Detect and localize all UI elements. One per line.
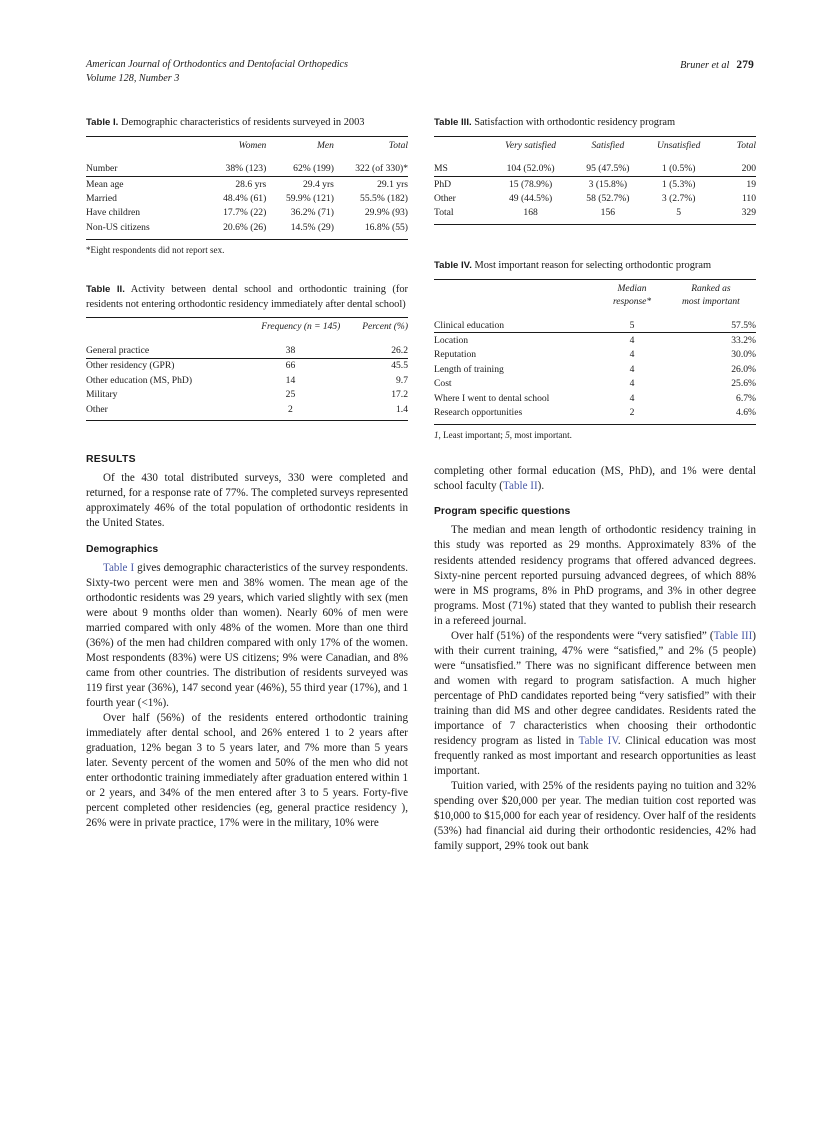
- table-1-cell: Non-US citizens: [86, 221, 150, 233]
- table-4-cell: 6.7%: [736, 392, 756, 404]
- table-2-cell: 2: [288, 403, 293, 415]
- table-1-cell: Number: [86, 163, 118, 175]
- table-2-col-2: Percent (%): [362, 322, 408, 333]
- table-1-col-1: Women: [238, 140, 267, 151]
- table-4-cell: 26.0%: [731, 363, 756, 375]
- table-row: [434, 333, 756, 348]
- table-2-cell: Other residency (GPR): [86, 360, 175, 372]
- table-3-cell: 19: [746, 178, 756, 190]
- table-4-footnote-a: 1: [434, 429, 439, 440]
- table-1-cell: Have children: [86, 207, 141, 219]
- table-2-cell: 26.2: [391, 345, 408, 357]
- table-4-col-1-line1: Median: [617, 283, 647, 294]
- running-head-journal: [86, 58, 348, 86]
- table-4-caption: [434, 259, 756, 274]
- table-2-cell: 38: [285, 345, 296, 357]
- table-1-footnote: *Eight respondents did not report sex.: [86, 244, 225, 255]
- table-4-cell: Cost: [434, 378, 452, 390]
- table-1-xref-link[interactable]: Table I: [103, 561, 135, 574]
- table-4-cell: Research opportunities: [434, 407, 523, 419]
- table-1-cell: Mean age: [86, 178, 124, 190]
- table-3-cell: 3 (15.8%): [588, 178, 628, 190]
- table-3-label: Table III.: [434, 117, 472, 128]
- left-column: [86, 116, 408, 831]
- table-4-cell: 4: [629, 335, 635, 347]
- table-3-cell: 1 (0.5%): [661, 163, 696, 175]
- table-4-col-2: [666, 279, 756, 314]
- table-4-cell: Clinical education: [434, 319, 505, 331]
- table-4-col-1: [598, 279, 666, 314]
- table-3-cell: 168: [523, 207, 538, 219]
- table-3-cell: 95 (47.5%): [586, 163, 630, 175]
- table-4-cell: 30.0%: [731, 349, 756, 361]
- table-4: [434, 279, 756, 425]
- table-row: [86, 388, 408, 402]
- table-1-cell: 29.1 yrs: [377, 178, 408, 190]
- program-p2-mid: ) with their current training, 47% were “satisfied,” and 2% (5 people) were “unsatisfied.” There was no significant difference between men and women with regard to program satisfaction. A much higher percentage of PhD candidates reported being “very satisfied” with their training than did MS and other degree candidates. Residents rated the importance of 7 characteristics when choosing their orthodontic residency program as listed in: [434, 629, 756, 748]
- table-1-cell: 36.2% (71): [290, 207, 334, 219]
- demographics-paragraph-2: Over half (56%) of the residents entered orthodontic training immediately after dental school, and 26% entered 1 to 2 years after graduation, 12% began 3 to 5 years later, and 7% more than 5 years later. Seventy percent of the women and 50% of the men who did not enter orthodontic training immediately after graduation entered within 1 or 2 years, and 34% of the men entered after 3 to 5 years. Forty-five percent completed other residencies (eg, general practice residency ), 26% were in private practice, 17% were in the military, 10% were: [86, 711, 408, 830]
- table-2-cell: 17.2: [391, 389, 408, 401]
- table-row: [86, 358, 408, 373]
- author-citation: Bruner et al: [680, 60, 730, 71]
- results-heading: RESULTS: [86, 454, 136, 466]
- journal-volume: Volume 128, Number 3: [86, 73, 180, 85]
- table-2-block: [86, 283, 408, 421]
- table-2-cell: 1.4: [396, 403, 408, 415]
- table-3-cell: 1 (5.3%): [661, 178, 696, 190]
- table-row: [434, 405, 756, 424]
- table-2-cell: 66: [285, 360, 296, 372]
- table-2-cell: Other education (MS, PhD): [86, 374, 193, 386]
- table-1-cell: 55.5% (182): [360, 193, 408, 205]
- table-row: [86, 402, 408, 421]
- table-3-col-2: Satisfied: [591, 140, 625, 151]
- table-4-col-2-line2: most important: [682, 296, 740, 307]
- table-2-xref-link[interactable]: Table II: [503, 480, 538, 493]
- table-4-col-0: [434, 279, 598, 314]
- right-column: [434, 116, 756, 854]
- table-4-cell: 4: [629, 349, 635, 361]
- table-2-cell: 25: [285, 389, 296, 401]
- table-4-cell: Location: [434, 335, 469, 347]
- table-row: [86, 220, 408, 239]
- table-2-col-1: Frequency (n = 145): [261, 322, 341, 333]
- table-1-cell: 38% (123): [225, 163, 267, 175]
- table-2-cell: 14: [285, 374, 296, 386]
- table-1-caption: [86, 116, 408, 131]
- table-row: [434, 206, 756, 225]
- table-1-cell: 59.9% (121): [285, 193, 334, 205]
- demographics-heading: Demographics: [86, 543, 159, 555]
- table-row: [434, 314, 756, 333]
- table-1-col-0: [86, 136, 192, 158]
- table-4-footnote-d: , most important.: [509, 429, 572, 440]
- table-1-cell: 17.7% (22): [223, 207, 267, 219]
- program-p2-post: . Clinical education was most frequently ranked as most important and research opportunities as least important.: [434, 735, 756, 778]
- table-3-col-4: Total: [736, 140, 756, 151]
- demographics-paragraph-1: [86, 561, 408, 711]
- table-row: [434, 348, 756, 362]
- table-2-cell: 9.7: [396, 374, 408, 386]
- table-1-col-3: Total: [388, 140, 408, 151]
- results-paragraph: Of the 430 total distributed surveys, 330 were completed and returned, for a response rate of 77%. The completed surveys represented approximately 46% of the total population of orthodontic residents in the United States.: [86, 472, 408, 530]
- table-4-cell: 4: [629, 392, 635, 404]
- table-2-caption: [86, 283, 408, 312]
- table-row: [86, 158, 408, 177]
- table-3-cell: 200: [741, 163, 756, 175]
- table-row: [434, 191, 756, 205]
- table-4-col-2-line1: Ranked as: [691, 283, 731, 294]
- table-row: [434, 377, 756, 391]
- table-1-cell: 48.4% (61): [223, 193, 267, 205]
- table-3-cell: 15 (78.9%): [509, 178, 553, 190]
- table-4-block: [434, 259, 756, 441]
- table-1: [86, 136, 408, 240]
- table-4-cell: Length of training: [434, 363, 504, 375]
- table-4-col-1-line2: response*: [612, 296, 652, 307]
- table-3-cell: 49 (44.5%): [509, 193, 553, 205]
- table-1-cell: 29.4 yrs: [302, 178, 334, 190]
- table-1-cell: Married: [86, 193, 117, 205]
- journal-title: American Journal of Orthodontics and Dentofacial Orthopedics: [86, 59, 349, 70]
- demographics-paragraph-1-text: gives demographic characteristics of the survey respondents. Sixty-two percent were men and 38% women. The mean age of the orthodontic residents was 29 years, which varied slightly with sex (men were about 9 months older than women). Nearly 60% of men were married compared with only 48% of the women. More than one third (36%) of the men had children compared with only 17% of the women. Most respondents (83%) were US citizens; 9% were Canadian, and 8% came from other countries. The distribution of residents surveyed was 119 first year (36%), 147 second year (46%), 55 third year (17%), and 1 fourth year (<1%).: [86, 561, 408, 709]
- table-2-label: Table II.: [86, 284, 125, 296]
- table-4-cell: 4: [629, 363, 635, 375]
- table-1-cell: 62% (199): [293, 163, 334, 175]
- running-head-authors: [680, 58, 754, 73]
- table-3-col-0: [434, 136, 489, 158]
- table-1-cell: 16.8% (55): [364, 221, 408, 233]
- table-4-footnote-b: , Least important;: [438, 429, 506, 440]
- table-3-cell: 5: [676, 207, 682, 219]
- continued-pre: completing other formal education (MS, PhD), and 1% were dental school faculty (: [434, 465, 756, 493]
- page-number: 279: [736, 59, 754, 71]
- table-4-cell: 57.5%: [731, 319, 756, 331]
- continued-paragraph: [434, 464, 756, 494]
- table-3-cell: PhD: [434, 178, 452, 190]
- table-3-cell: 3 (2.7%): [661, 193, 696, 205]
- table-3-cell: Total: [434, 207, 454, 219]
- table-2-col-0: [86, 318, 241, 340]
- table-4-xref-link[interactable]: Table IV: [578, 735, 618, 748]
- table-row: [434, 391, 756, 405]
- table-row: [86, 340, 408, 359]
- table-4-cell: 25.6%: [731, 378, 756, 390]
- table-3-caption: [434, 116, 756, 131]
- table-1-label: Table I.: [86, 117, 119, 128]
- table-4-cell: Reputation: [434, 349, 477, 361]
- table-3-col-3: Unsatisfied: [657, 140, 701, 151]
- table-3-cell: 110: [741, 193, 756, 205]
- table-4-cell: 5: [629, 319, 635, 331]
- table-1-cell: 28.6 yrs: [235, 178, 267, 190]
- program-paragraph-3: Tuition varied, with 25% of the residents paying no tuition and 32% spending over $20,000 per year. The median tuition cost reported was $10,000 to $15,000 for each year of residency. Over half of the residents (53%) had financial aid during their orthodontic residencies, 42% had family support, 29% took out bank: [434, 780, 756, 853]
- table-1-block: [86, 116, 408, 256]
- table-1-cell: 29.9% (93): [364, 207, 408, 219]
- continued-post: ).: [537, 480, 545, 493]
- table-1-col-2: Men: [317, 140, 334, 151]
- table-row: [434, 177, 756, 192]
- table-4-cell: 33.2%: [731, 335, 756, 347]
- table-1-cell: 14.5% (29): [290, 221, 334, 233]
- table-3-cell: 104 (52.0%): [506, 163, 555, 175]
- table-row: [86, 177, 408, 192]
- table-2-caption-text: Activity between dental school and orthodontic training (for residents not entering orthodontic residency immediately after dental school): [86, 284, 408, 310]
- table-3-cell: 329: [741, 207, 756, 219]
- table-row: [86, 191, 408, 205]
- table-2: [86, 317, 408, 421]
- table-4-cell: Where I went to dental school: [434, 392, 550, 404]
- table-row: [86, 373, 408, 387]
- table-3-col-1: Very satisfied: [505, 140, 557, 151]
- table-3-block: [434, 116, 756, 225]
- table-3-cell: Other: [434, 193, 456, 205]
- table-4-cell: 4: [629, 378, 635, 390]
- table-row: [434, 362, 756, 376]
- program-paragraph-2: [434, 629, 756, 779]
- table-3-cell: 58 (52.7%): [586, 193, 630, 205]
- table-row: [434, 158, 756, 177]
- program-heading: Program specific questions: [434, 506, 571, 518]
- table-3-cell: MS: [434, 163, 448, 175]
- table-4-label: Table IV.: [434, 260, 472, 272]
- table-2-cell: Other: [86, 403, 108, 415]
- table-2-cell: 45.5: [391, 360, 408, 372]
- table-1-cell: 20.6% (26): [223, 221, 267, 233]
- table-3-cell: 156: [600, 207, 616, 219]
- program-p2-pre: Over half (51%) of the respondents were “very satisfied” (: [451, 629, 714, 642]
- table-1-cell: 322 (of 330)*: [355, 163, 408, 175]
- table-1-caption-text: Demographic characteristics of residents surveyed in 2003: [120, 117, 365, 128]
- table-2-cell: Military: [86, 389, 118, 401]
- table-4-cell: 4.6%: [736, 407, 756, 419]
- table-3: [434, 136, 756, 226]
- table-4-cell: 2: [629, 407, 635, 419]
- running-head: [86, 58, 754, 86]
- table-4-footnote: [434, 425, 756, 442]
- program-paragraph-1: The median and mean length of orthodontic residency training in this study was reported as 29 months. Approximately 83% of the residents attended residency programs that offered advanced degrees. Sixty-nine percent reported pursuing advanced degrees, of which 88% were in MS programs, 8% in PhD programs, and 3% in other degree programs. Most (71%) stated that they wanted to publish their research in a refereed journal.: [434, 524, 756, 627]
- table-3-caption-text: Satisfaction with orthodontic residency program: [474, 117, 676, 128]
- table-row: [86, 206, 408, 220]
- table-4-caption-text: Most important reason for selecting orthodontic program: [474, 260, 712, 272]
- table-2-cell: General practice: [86, 345, 150, 357]
- table-3-xref-link[interactable]: Table III: [713, 629, 753, 642]
- table-4-footnote-c: 5: [505, 429, 510, 440]
